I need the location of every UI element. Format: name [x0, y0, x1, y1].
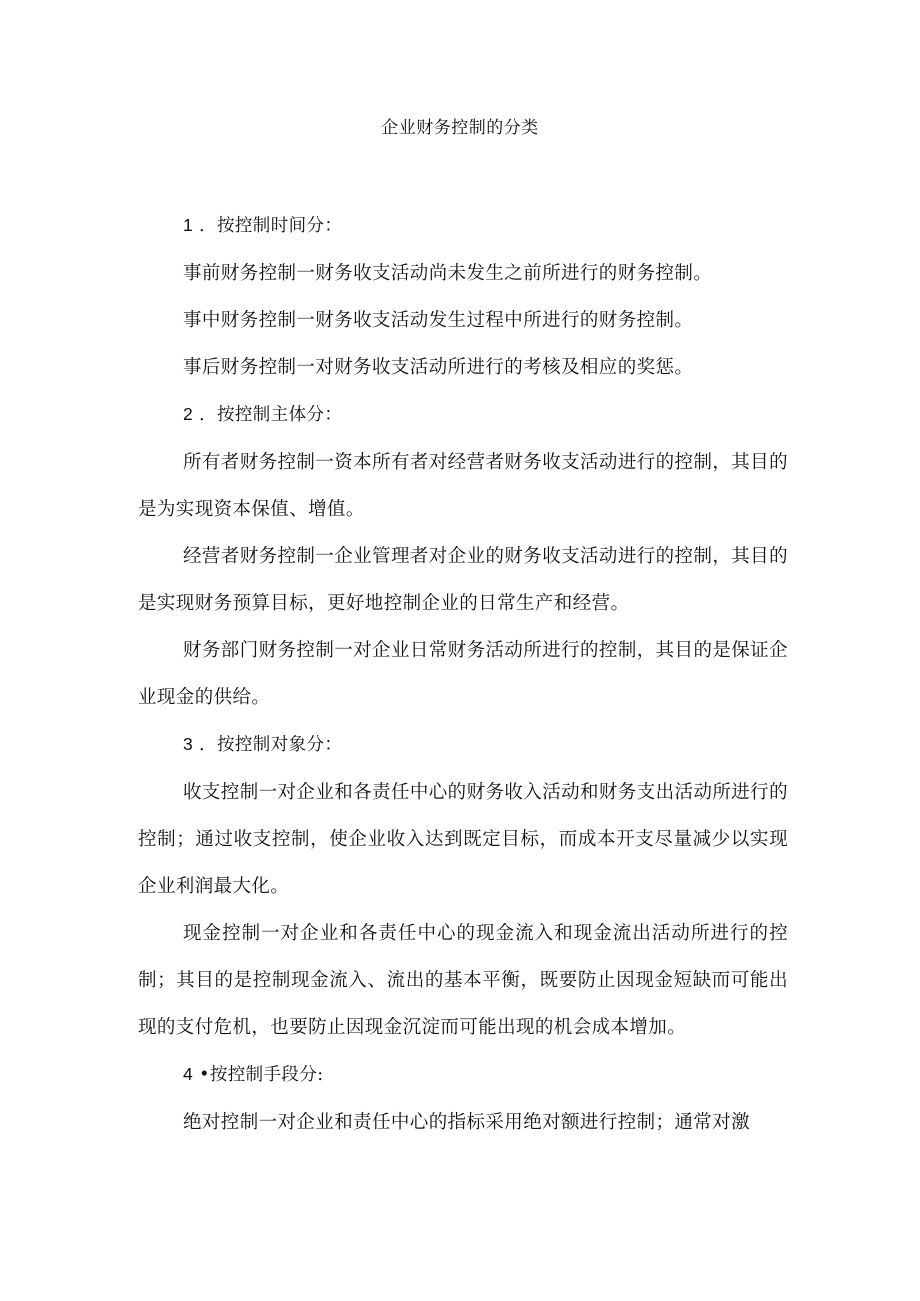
section-heading [138, 721, 788, 769]
document-body [138, 202, 788, 1146]
section-number: 3 [183, 734, 194, 754]
body-paragraph: 所有者财务控制一资本所有者对经营者财务收支活动进行的控制，其目的是为实现资本保值、增值。 [138, 452, 788, 520]
section-heading [138, 1051, 788, 1099]
section-heading-text: ．按控制主体分： [199, 405, 343, 425]
section-number: 4 [183, 1064, 194, 1084]
section-heading [138, 391, 788, 439]
section-number: 2 [183, 404, 194, 424]
document-title: 企业财务控制的分类 [381, 118, 539, 138]
body-paragraph: 财务部门财务控制一对企业日常财务活动所进行的控制，其目的是保证企业现金的供给。 [138, 640, 788, 708]
body-paragraph: 收支控制一对企业和各责任中心的财务收入活动和财务支出活动所进行的控制；通过收支控制，使企业收入达到既定目标，而成本开支尽量减少以实现企业利润最大化。 [138, 782, 788, 897]
body-paragraph: 事中财务控制一财务收支活动发生过程中所进行的财务控制。 [183, 310, 694, 331]
body-paragraph: 绝对控制一对企业和责任中心的指标采用绝对额进行控制；通常对激 [183, 1112, 751, 1133]
section-heading-text: •按控制手段分: [199, 1065, 324, 1085]
body-paragraph: 事前财务控制一财务收支活动尚未发生之前所进行的财务控制。 [183, 263, 713, 284]
body-paragraph: 现金控制一对企业和各责任中心的现金流入和现金流出活动所进行的控制；其目的是控制现金流入、流出的基本平衡，既要防止因现金短缺而可能出现的支付危机，也要防止因现金沉淀而可能出现的机会成本增加。 [138, 923, 788, 1038]
body-paragraph: 经营者财务控制一企业管理者对企业的财务收支活动进行的控制，其目的是实现财务预算目标，更好地控制企业的日常生产和经营。 [138, 546, 788, 614]
section-heading [138, 202, 788, 250]
section-heading-text: ．按控制时间分： [199, 216, 343, 236]
section-heading-text: ．按控制对象分： [199, 735, 343, 755]
body-paragraph: 事后财务控制一对财务收支活动所进行的考核及相应的奖惩。 [183, 357, 694, 378]
section-number: 1 [183, 215, 194, 235]
